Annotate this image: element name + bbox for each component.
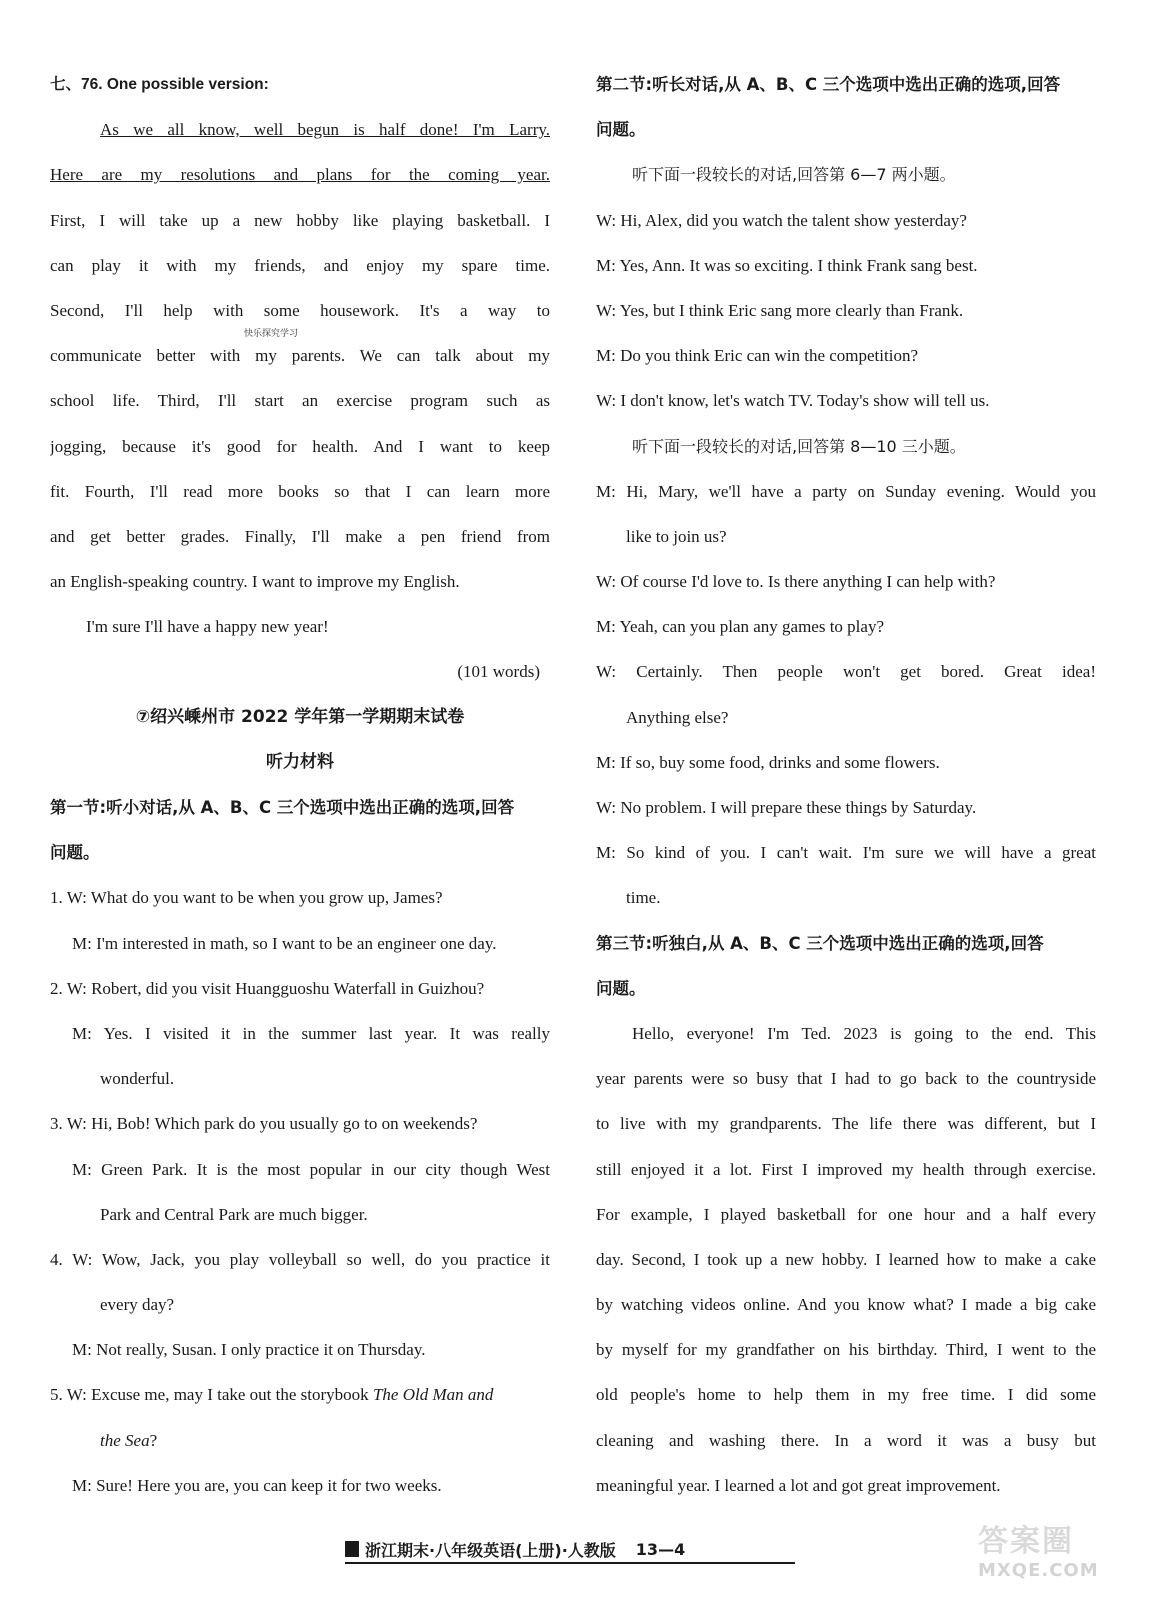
book-title-cont: the Sea [100,1430,150,1450]
instruction-6-7: 听下面一段较长的对话,回答第 6—7 两小题。 [632,165,956,185]
part1-heading-cont: 问题。 [50,843,100,863]
watermark-logo: 答案圈 [978,1524,1074,1559]
essay-line: an English-speaking country. I want to improve my English. [50,572,460,592]
dialog-line [50,1418,550,1463]
essay-line: communicate better with my parents. We can talk about my [50,346,550,366]
dialog-line: M: Hi, Mary, we'll have a party on Sunday evening. Would you [596,481,1096,501]
monologue-line: Hello, everyone! I'm Ted. 2023 is going to the end. This [632,1023,1096,1043]
dialog-line: like to join us? [626,526,727,546]
dialog-line: W: Of course I'd love to. Is there anything I can help with? [596,572,996,592]
dialog-line: M: Yeah, can you plan any games to play? [596,617,884,637]
instruction-8-10: 听下面一段较长的对话,回答第 8—10 三小题。 [632,436,966,456]
monologue-line: year parents were so busy that I had to go back to the countryside [596,1069,1096,1089]
dialog-line: every day? [100,1295,175,1315]
dialog-line: W: Hi, Alex, did you watch the talent show yesterday? [596,210,967,230]
dialog-line: M: Yes, Ann. It was so exciting. I think Frank sang best. [596,255,978,275]
question-mark: ? [149,1430,158,1450]
essay-line: I'm sure I'll have a happy new year! [86,617,329,637]
dialog-line: M: So kind of you. I can't wait. I'm sure we will have a great [596,843,1096,863]
monologue-line: For example, I played basketball for one hour and a half every [596,1204,1096,1224]
monologue-line: still enjoyed it a lot. First I improved my health through exercise. [596,1159,1096,1179]
book-title: The Old Man and [372,1385,494,1405]
dialog-line: M: Do you think Eric can win the competition? [596,346,918,366]
monologue-line: day. Second, I took up a new hobby. I learned how to make a cake [596,1249,1096,1269]
dialog-line: M: I'm interested in math, so I want to be an engineer one day. [72,933,497,953]
dialog-line: W: Yes, but I think Eric sang more clearly than Frank. [596,300,964,320]
dialog-line: Park and Central Park are much bigger. [100,1204,368,1224]
essay-line: jogging, because it's good for health. And I want to keep [50,436,550,456]
essay-line: fit. Fourth, I'll read more books so that I can learn more [50,481,550,501]
dialog-line [50,1372,550,1417]
handwritten-annotation: 快乐探究学习 [244,329,299,339]
exam-title: ⑦绍兴嵊州市 2022 学年第一学期期末试卷 [135,706,465,727]
essay-line: Second, I'll help with some housework. It's a way to [50,300,550,320]
dialog-line: 4. W: Wow, Jack, you play volleyball so well, do you practice it [50,1249,550,1269]
dialog-line: time. [626,888,661,908]
dialog-line: 1. W: What do you want to be when you grow up, James? [50,888,443,908]
monologue-line: by myself for my grandfather on his birthday. Third, I went to the [596,1340,1096,1360]
left-column [50,62,550,1508]
part3-heading-cont: 问题。 [596,978,646,998]
essay-line: First, I will take up a new hobby like playing basketball. I [50,210,550,230]
dialog-line: M: If so, buy some food, drinks and some flowers. [596,752,940,772]
dialog-text: 5. W: Excuse me, may I take out the storybook [50,1385,369,1405]
monologue-line: old people's home to help them in my free time. I did some [596,1385,1096,1405]
monologue-line: by watching videos online. And you know what? I made a big cake [596,1295,1096,1315]
dialog-line: W: I don't know, let's watch TV. Today's show will tell us. [596,391,990,411]
essay-line: and get better grades. Finally, I'll make a pen friend from [50,526,550,546]
page-number: 13—4 [635,1539,686,1559]
monologue-line: meaningful year. I learned a lot and got great improvement. [596,1475,1001,1495]
section-heading: 听力材料 [266,751,334,772]
right-column [596,62,1096,1508]
essay-header: 七、76. One possible version: [50,76,269,93]
word-count: (101 words) [457,662,540,682]
essay-line: Here are my resolutions and plans for the coming year. [50,165,550,185]
part1-heading: 第一节:听小对话,从 A、B、C 三个选项中选出正确的选项,回答 [50,798,515,817]
footer-square-icon [345,1541,359,1557]
dialog-line: M: Sure! Here you are, you can keep it for two weeks. [72,1475,442,1495]
part3-heading: 第三节:听独白,从 A、B、C 三个选项中选出正确的选项,回答 [596,933,1044,953]
dialog-line: Anything else? [626,707,729,727]
dialog-line: wonderful. [100,1069,175,1089]
essay-line: As we all know, well begun is half done! I'm Larry. [100,120,550,140]
monologue-line: to live with my grandparents. The life there was different, but I [596,1114,1096,1134]
essay-line: can play it with my friends, and enjoy my spare time. [50,255,550,275]
part2-heading-cont: 问题。 [596,120,646,140]
dialog-line: M: Not really, Susan. I only practice it on Thursday. [72,1340,426,1360]
dialog-line: 2. W: Robert, did you visit Huangguoshu Waterfall in Guizhou? [50,978,485,998]
dialog-line: W: Certainly. Then people won't get bored. Great idea! [596,662,1096,682]
part2-heading: 第二节:听长对话,从 A、B、C 三个选项中选出正确的选项,回答 [596,75,1061,94]
page-footer [345,1534,795,1564]
monologue-line: cleaning and washing there. In a word it was a busy but [596,1430,1096,1450]
footer-book-title: 浙江期末·八年级英语(上册)·人教版 [365,1540,616,1560]
dialog-line: M: Yes. I visited it in the summer last year. It was really [72,1023,550,1043]
essay-line: school life. Third, I'll start an exercise program such as [50,391,550,411]
footer-rule [345,1562,795,1564]
watermark [978,1516,1118,1586]
dialog-line: W: No problem. I will prepare these things by Saturday. [596,798,977,817]
watermark-url: MXQE.COM [978,1560,1099,1581]
dialog-line: M: Green Park. It is the most popular in our city though West [72,1159,550,1179]
dialog-line: 3. W: Hi, Bob! Which park do you usually go to on weekends? [50,1114,478,1134]
